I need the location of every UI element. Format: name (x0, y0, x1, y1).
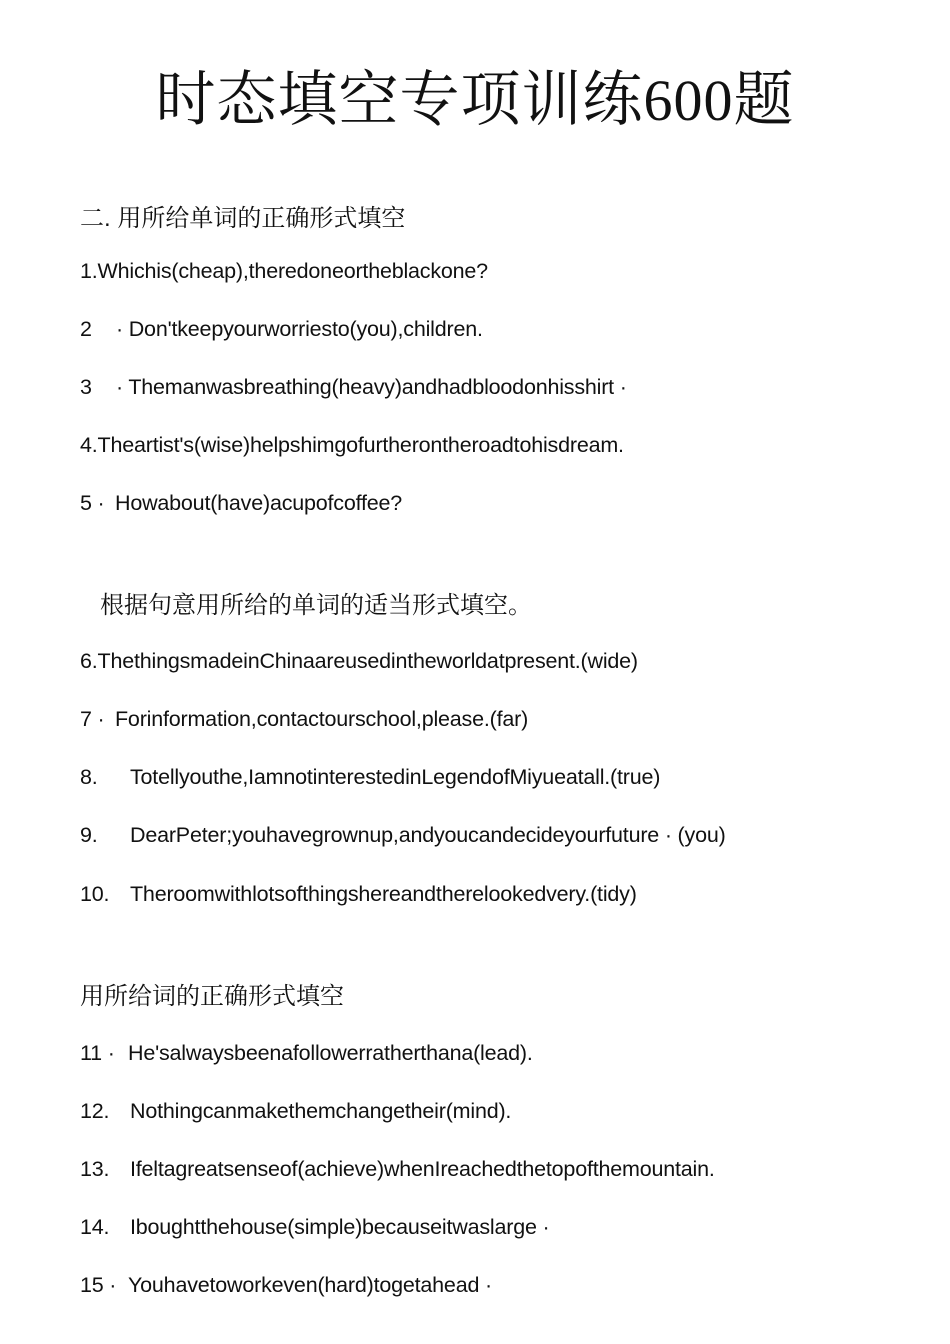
question-number: 7 · (80, 707, 105, 731)
question-2 (80, 314, 483, 344)
section-heading-2: 根据句意用所给的单词的适当形式填空。 (100, 591, 532, 619)
question-number: 9. (80, 823, 98, 847)
question-number: 14. (80, 1215, 110, 1239)
question-number: 3 (80, 375, 92, 399)
question-text: He'salwaysbeenafollowerratherthana(lead). (128, 1041, 533, 1065)
question-14 (80, 1212, 549, 1242)
question-11 (80, 1038, 533, 1068)
question-text: Theartist's(wise)helpshimgofurtherontheroadtohisdream. (97, 433, 624, 457)
question-number: 15 · (80, 1273, 117, 1297)
section-heading-1: 二. 用所给单词的正确形式填空 (80, 205, 406, 232)
question-8 (80, 762, 660, 792)
question-text: DearPeter;youhavegrownup,andyoucandecideyourfuture · (you) (130, 823, 726, 847)
question-number: 12. (80, 1099, 110, 1123)
question-text: · Themanwasbreathing(heavy)andhadbloodonhisshirt · (116, 375, 627, 399)
question-text: Theroomwithlotsofthingshereandtherelookedvery.(tidy) (130, 882, 637, 906)
question-number: 5 · (80, 491, 105, 515)
question-5 (80, 488, 402, 518)
question-text: · Don'tkeepyourworriesto(you),children. (116, 317, 483, 341)
question-text: ThethingsmadeinChinaareusedintheworldatpresent.(wide) (97, 649, 638, 673)
question-12 (80, 1096, 511, 1126)
question-10 (80, 879, 637, 909)
question-text: Totellyouthe,IamnotinterestedinLegendofMiyueatall.(true) (130, 765, 661, 789)
question-text: Iboughtthehouse(simple)becauseitwaslarge · (130, 1215, 550, 1239)
title-number: 600 (643, 68, 734, 133)
question-text: Whichis(cheap),theredoneortheblackone? (97, 259, 488, 283)
question-number: 4. (80, 433, 98, 457)
question-text: Youhavetoworkeven(hard)togetahead · (128, 1273, 492, 1297)
title-suffix: 题 (733, 65, 795, 135)
question-number: 10. (80, 882, 110, 906)
title-main: 时态填空专项训练 (155, 65, 644, 135)
question-number: 13. (80, 1157, 110, 1181)
question-7 (80, 704, 528, 734)
document-title (0, 62, 950, 139)
question-6 (80, 646, 638, 676)
question-3 (80, 372, 627, 402)
question-number: 6. (80, 649, 98, 673)
question-number: 8. (80, 765, 98, 789)
question-15 (80, 1270, 492, 1300)
question-text: Ifeltagreatsenseof(achieve)whenIreachedthetopofthemountain. (130, 1157, 715, 1181)
question-13 (80, 1154, 715, 1184)
question-number: 11 · (80, 1041, 115, 1065)
question-text: Nothingcanmakethemchangetheir(mind). (130, 1099, 512, 1123)
question-4 (80, 430, 624, 460)
question-number: 1. (80, 259, 98, 283)
question-9 (80, 820, 726, 850)
question-text: Forinformation,contactourschool,please.(far) (115, 707, 529, 731)
question-number: 2 (80, 317, 92, 341)
question-1 (80, 256, 488, 286)
question-text: Howabout(have)acupofcoffee? (115, 491, 403, 515)
section-heading-3: 用所给词的正确形式填空 (80, 982, 344, 1010)
